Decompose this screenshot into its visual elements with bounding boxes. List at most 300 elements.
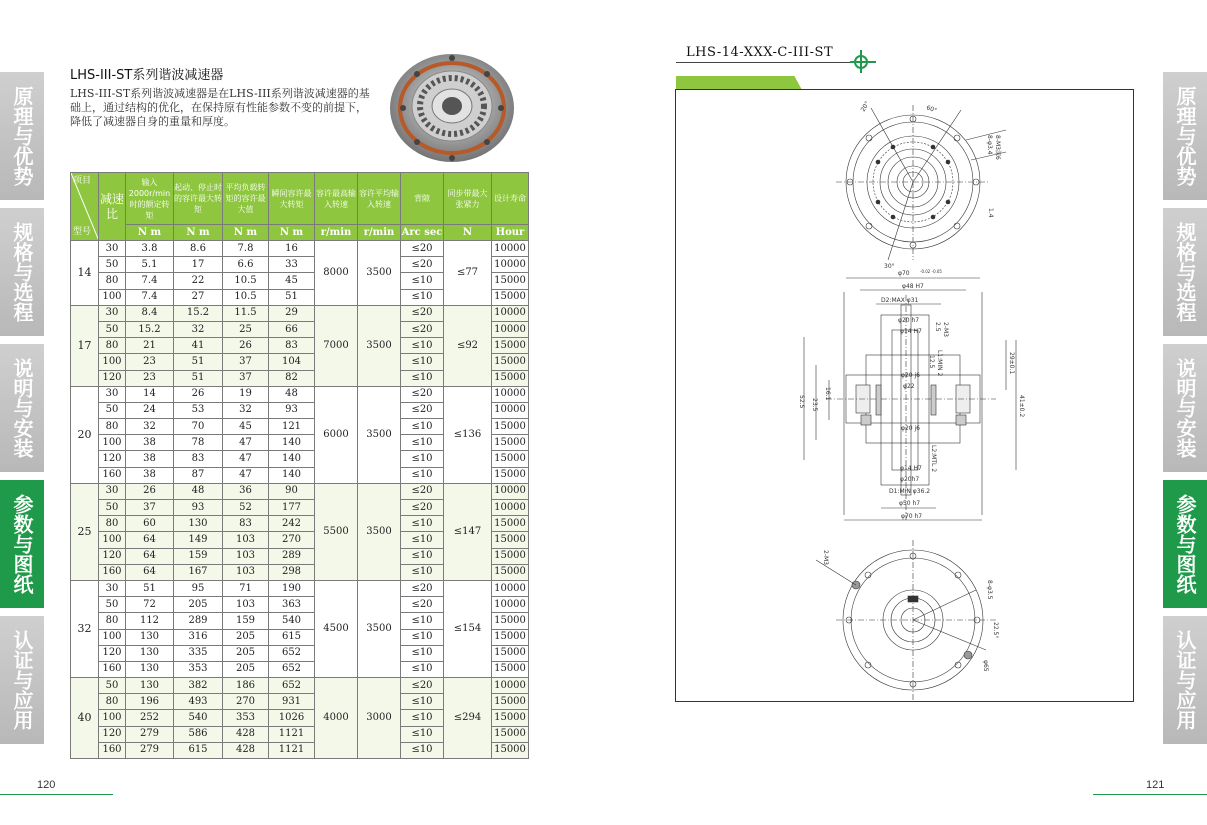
ratio-cell: 80 [99, 694, 126, 710]
unit-cell: r/min [315, 225, 358, 241]
rated-torque-cell: 24 [126, 402, 174, 418]
rated-torque-cell: 279 [126, 726, 174, 742]
avg-speed-cell: 3500 [358, 386, 401, 483]
tab-label: 说明与安装 [1173, 358, 1197, 458]
rated-torque-cell: 64 [126, 532, 174, 548]
instant-torque-cell: 45 [269, 273, 315, 289]
life-cell: 15000 [492, 467, 529, 483]
header-max-speed: 容许最高输入转速 [315, 173, 358, 225]
avg-speed-cell: 3500 [358, 241, 401, 306]
dim-label: D1:MIN φ36.2 [889, 488, 931, 495]
rated-torque-cell: 23 [126, 370, 174, 386]
ratio-cell: 160 [99, 564, 126, 580]
ratio-cell: 50 [99, 257, 126, 273]
life-cell: 15000 [492, 516, 529, 532]
rated-torque-cell: 38 [126, 451, 174, 467]
ratio-cell: 80 [99, 419, 126, 435]
life-cell: 10000 [492, 402, 529, 418]
ratio-cell: 30 [99, 580, 126, 596]
peak-torque-cell: 83 [174, 451, 223, 467]
title-underline [676, 62, 856, 63]
angle-label: 20° [859, 100, 872, 113]
rated-torque-cell: 51 [126, 580, 174, 596]
backlash-cell: ≤10 [401, 419, 444, 435]
backlash-cell: ≤20 [401, 257, 444, 273]
max-speed-cell: 6000 [315, 386, 358, 483]
avg-torque-cell: 83 [223, 516, 269, 532]
backlash-cell: ≤20 [401, 483, 444, 499]
rated-torque-cell: 32 [126, 419, 174, 435]
ratio-cell: 120 [99, 370, 126, 386]
instant-torque-cell: 177 [269, 500, 315, 516]
avg-torque-cell: 205 [223, 629, 269, 645]
rated-torque-cell: 7.4 [126, 289, 174, 305]
rated-torque-cell: 72 [126, 597, 174, 613]
avg-torque-cell: 47 [223, 467, 269, 483]
life-cell: 10000 [492, 483, 529, 499]
tab-install[interactable] [1163, 344, 1207, 472]
model-cell: 25 [71, 483, 99, 580]
peak-torque-cell: 316 [174, 629, 223, 645]
tab-label: 认证与应用 [10, 630, 34, 730]
peak-torque-cell: 78 [174, 435, 223, 451]
backlash-cell: ≤20 [401, 386, 444, 402]
tab-principle[interactable] [1163, 72, 1207, 200]
header-item: 项目 [73, 176, 92, 186]
instant-torque-cell: 270 [269, 532, 315, 548]
unit-cell: N m [223, 225, 269, 241]
life-cell: 10000 [492, 305, 529, 321]
instant-torque-cell: 242 [269, 516, 315, 532]
unit-cell: r/min [358, 225, 401, 241]
instant-torque-cell: 1121 [269, 742, 315, 758]
avg-torque-cell: 10.5 [223, 273, 269, 289]
dim-label: φ14 H7 [900, 328, 922, 335]
unit-cell: Hour [492, 225, 529, 241]
life-cell: 10000 [492, 257, 529, 273]
ratio-cell: 50 [99, 321, 126, 337]
tab-label: 规格与选程 [1173, 222, 1197, 322]
table-row [71, 386, 529, 402]
backlash-cell: ≤10 [401, 370, 444, 386]
ratio-cell: 160 [99, 661, 126, 677]
backlash-cell: ≤20 [401, 678, 444, 694]
dim-label: φ14 H7 [900, 465, 922, 472]
backlash-cell: ≤10 [401, 564, 444, 580]
backlash-cell: ≤10 [401, 726, 444, 742]
ratio-cell: 30 [99, 386, 126, 402]
peak-torque-cell: 586 [174, 726, 223, 742]
peak-torque-cell: 95 [174, 580, 223, 596]
ratio-cell: 50 [99, 500, 126, 516]
spec-table [70, 172, 529, 759]
life-cell: 15000 [492, 289, 529, 305]
backlash-cell: ≤10 [401, 338, 444, 354]
peak-torque-cell: 149 [174, 532, 223, 548]
life-cell: 15000 [492, 564, 529, 580]
green-tab-bar [676, 76, 802, 90]
dim-label: φ20h7 [900, 476, 920, 483]
backlash-cell: ≤20 [401, 305, 444, 321]
rated-torque-cell: 196 [126, 694, 174, 710]
dim-label: 52.5 [798, 395, 805, 409]
tab-label: 认证与应用 [1173, 630, 1197, 730]
header-ratchet: 同步带最大张紧力 [444, 173, 492, 225]
rated-torque-cell: 26 [126, 483, 174, 499]
ratio-cell: 120 [99, 451, 126, 467]
peak-torque-cell: 615 [174, 742, 223, 758]
technical-drawing [676, 90, 1133, 701]
dim-label: φ20 j6 [901, 372, 920, 379]
page-number-right: 121 [1146, 779, 1165, 791]
instant-torque-cell: 652 [269, 678, 315, 694]
unit-cell: N [444, 225, 492, 241]
table-row [71, 580, 529, 596]
peak-torque-cell: 26 [174, 386, 223, 402]
footer-line-left [0, 794, 113, 795]
ratio-cell: 80 [99, 273, 126, 289]
rated-torque-cell: 279 [126, 742, 174, 758]
avg-torque-cell: 428 [223, 726, 269, 742]
rated-torque-cell: 130 [126, 678, 174, 694]
life-cell: 15000 [492, 710, 529, 726]
ratio-cell: 120 [99, 548, 126, 564]
life-cell: 15000 [492, 742, 529, 758]
peak-torque-cell: 540 [174, 710, 223, 726]
header-avg-torque: 平均负载转矩的容许最大值 [223, 173, 269, 225]
backlash-cell: ≤10 [401, 516, 444, 532]
instant-torque-cell: 190 [269, 580, 315, 596]
instant-torque-cell: 363 [269, 597, 315, 613]
ratio-cell: 100 [99, 710, 126, 726]
life-cell: 10000 [492, 580, 529, 596]
ratio-cell: 100 [99, 354, 126, 370]
instant-torque-cell: 66 [269, 321, 315, 337]
backlash-cell: ≤10 [401, 613, 444, 629]
avg-torque-cell: 47 [223, 435, 269, 451]
max-speed-cell: 5500 [315, 483, 358, 580]
max-speed-cell: 4000 [315, 678, 358, 759]
rated-torque-cell: 8.4 [126, 305, 174, 321]
avg-torque-cell: 36 [223, 483, 269, 499]
rated-torque-cell: 38 [126, 467, 174, 483]
corner-header [71, 173, 99, 241]
tab-label: 原理与优势 [10, 86, 34, 186]
instant-torque-cell: 51 [269, 289, 315, 305]
avg-torque-cell: 103 [223, 597, 269, 613]
avg-torque-cell: 25 [223, 321, 269, 337]
avg-torque-cell: 205 [223, 645, 269, 661]
backlash-cell: ≤10 [401, 467, 444, 483]
instant-torque-cell: 83 [269, 338, 315, 354]
avg-torque-cell: 159 [223, 613, 269, 629]
ratio-cell: 100 [99, 532, 126, 548]
backlash-cell: ≤10 [401, 661, 444, 677]
backlash-cell: ≤20 [401, 580, 444, 596]
ratio-cell: 50 [99, 678, 126, 694]
peak-torque-cell: 32 [174, 321, 223, 337]
avg-torque-cell: 26 [223, 338, 269, 354]
avg-torque-cell: 45 [223, 419, 269, 435]
backlash-cell: ≤10 [401, 742, 444, 758]
instant-torque-cell: 121 [269, 419, 315, 435]
peak-torque-cell: 41 [174, 338, 223, 354]
tab-cert[interactable] [1163, 616, 1207, 744]
peak-torque-cell: 93 [174, 500, 223, 516]
avg-torque-cell: 37 [223, 370, 269, 386]
top-view [836, 105, 1006, 260]
peak-torque-cell: 167 [174, 564, 223, 580]
dim-label: 1.4 [987, 208, 994, 218]
peak-torque-cell: 53 [174, 402, 223, 418]
dim-label: 29±0.1 [1008, 352, 1015, 375]
tab-label: 参数与图纸 [10, 494, 34, 594]
backlash-cell: ≤10 [401, 532, 444, 548]
tolerance-label: -0.02 -0.05 [920, 269, 942, 274]
avg-torque-cell: 37 [223, 354, 269, 370]
life-cell: 10000 [492, 241, 529, 257]
instant-torque-cell: 93 [269, 402, 315, 418]
peak-torque-cell: 51 [174, 354, 223, 370]
instant-torque-cell: 140 [269, 435, 315, 451]
dim-label: 23.5 [811, 398, 818, 412]
backlash-cell: ≤10 [401, 710, 444, 726]
backlash-cell: ≤20 [401, 321, 444, 337]
rated-torque-cell: 64 [126, 548, 174, 564]
dim-label: φ65 [982, 660, 989, 672]
rated-torque-cell: 130 [126, 645, 174, 661]
avg-torque-cell: 10.5 [223, 289, 269, 305]
dim-label: L1:MIN 2 [936, 350, 943, 377]
reducer-photo [385, 46, 520, 168]
avg-torque-cell: 32 [223, 402, 269, 418]
rated-torque-cell: 252 [126, 710, 174, 726]
rated-torque-cell: 5.1 [126, 257, 174, 273]
table-row [71, 678, 529, 694]
life-cell: 10000 [492, 678, 529, 694]
tab-label: 说明与安装 [10, 358, 34, 458]
dim-label: φ50 h7 [899, 500, 921, 507]
avg-torque-cell: 6.6 [223, 257, 269, 273]
avg-torque-cell: 428 [223, 742, 269, 758]
target-mark-icon [848, 48, 878, 74]
rated-torque-cell: 15.2 [126, 321, 174, 337]
ratio-cell: 100 [99, 289, 126, 305]
backlash-cell: ≤10 [401, 629, 444, 645]
dim-label: φ22 [903, 383, 915, 390]
avg-speed-cell: 3500 [358, 305, 401, 386]
avg-torque-cell: 186 [223, 678, 269, 694]
unit-cell: Arc sec [401, 225, 444, 241]
life-cell: 15000 [492, 629, 529, 645]
peak-torque-cell: 51 [174, 370, 223, 386]
backlash-cell: ≤10 [401, 694, 444, 710]
rated-torque-cell: 37 [126, 500, 174, 516]
peak-torque-cell: 48 [174, 483, 223, 499]
dim-label: 2.5 [934, 322, 941, 332]
dim-label: φ48 H7 [902, 283, 924, 290]
ratchet-cell: ≤77 [444, 241, 492, 306]
model-cell: 14 [71, 241, 99, 306]
rated-torque-cell: 23 [126, 354, 174, 370]
header-model: 型号 [73, 227, 92, 237]
avg-torque-cell: 353 [223, 710, 269, 726]
avg-speed-cell: 3500 [358, 580, 401, 677]
avg-torque-cell: 270 [223, 694, 269, 710]
dim-label: φ70 h7 [901, 513, 923, 520]
instant-torque-cell: 104 [269, 354, 315, 370]
avg-torque-cell: 11.5 [223, 305, 269, 321]
angle-label: 60° [925, 104, 938, 115]
peak-torque-cell: 159 [174, 548, 223, 564]
life-cell: 15000 [492, 548, 529, 564]
table-row [71, 305, 529, 321]
ratio-cell: 160 [99, 742, 126, 758]
ratio-cell: 80 [99, 516, 126, 532]
rated-torque-cell: 60 [126, 516, 174, 532]
bolt-spec-label: 8-φ3.4 [986, 135, 993, 155]
max-speed-cell: 4500 [315, 580, 358, 677]
series-description: LHS-III-ST系列谐波减速器是在LHS-III系列谐波减速器的基础上，通过结构的优化，在保持原有性能参数不变的前提下，降低了减速器自身的重量和厚度。 [70, 87, 370, 128]
instant-torque-cell: 48 [269, 386, 315, 402]
backlash-cell: ≤20 [401, 500, 444, 516]
spec-table-body [71, 241, 529, 759]
model-cell: 40 [71, 678, 99, 759]
instant-torque-cell: 540 [269, 613, 315, 629]
dim-label: 16.1 [824, 387, 831, 401]
model-cell: 20 [71, 386, 99, 483]
dim-label: L2:MTL 2 [930, 445, 937, 473]
peak-torque-cell: 205 [174, 597, 223, 613]
avg-torque-cell: 205 [223, 661, 269, 677]
rated-torque-cell: 64 [126, 564, 174, 580]
ratio-cell: 30 [99, 241, 126, 257]
instant-torque-cell: 29 [269, 305, 315, 321]
tab-install[interactable] [0, 344, 44, 472]
tab-cert[interactable] [0, 616, 44, 744]
instant-torque-cell: 33 [269, 257, 315, 273]
instant-torque-cell: 1026 [269, 710, 315, 726]
ratchet-cell: ≤147 [444, 483, 492, 580]
instant-torque-cell: 298 [269, 564, 315, 580]
dim-label: 12.5 [928, 355, 935, 369]
ratio-cell: 80 [99, 613, 126, 629]
life-cell: 15000 [492, 370, 529, 386]
tab-label: 原理与优势 [1173, 86, 1197, 186]
instant-torque-cell: 652 [269, 645, 315, 661]
peak-torque-cell: 382 [174, 678, 223, 694]
instant-torque-cell: 16 [269, 241, 315, 257]
header-instant-torque: 瞬间容许最大转矩 [269, 173, 315, 225]
footer-line-right [1093, 794, 1207, 795]
page-title: LHS-III-ST系列谐波减速器 [70, 68, 224, 83]
backlash-cell: ≤10 [401, 273, 444, 289]
header-life: 设计寿命 [492, 173, 529, 225]
avg-torque-cell: 103 [223, 564, 269, 580]
ratchet-cell: ≤136 [444, 386, 492, 483]
header-rated-torque: 输入2000r/min时的额定转矩 [126, 173, 174, 225]
life-cell: 15000 [492, 726, 529, 742]
tab-spec[interactable] [0, 208, 44, 336]
header-backlash: 背隙 [401, 173, 444, 225]
backlash-cell: ≤20 [401, 241, 444, 257]
peak-torque-cell: 335 [174, 645, 223, 661]
peak-torque-cell: 22 [174, 273, 223, 289]
ratio-cell: 120 [99, 645, 126, 661]
model-cell: 17 [71, 305, 99, 386]
life-cell: 10000 [492, 321, 529, 337]
ratio-cell: 160 [99, 467, 126, 483]
peak-torque-cell: 353 [174, 661, 223, 677]
peak-torque-cell: 27 [174, 289, 223, 305]
peak-torque-cell: 493 [174, 694, 223, 710]
ratio-cell: 50 [99, 597, 126, 613]
table-row [71, 241, 529, 257]
rated-torque-cell: 130 [126, 629, 174, 645]
ratio-cell: 30 [99, 483, 126, 499]
backlash-cell: ≤10 [401, 645, 444, 661]
life-cell: 10000 [492, 597, 529, 613]
table-row [71, 483, 529, 499]
avg-torque-cell: 47 [223, 451, 269, 467]
backlash-cell: ≤10 [401, 354, 444, 370]
ratio-cell: 100 [99, 435, 126, 451]
avg-torque-cell: 19 [223, 386, 269, 402]
dim-label: 2-M3 [942, 322, 949, 337]
life-cell: 15000 [492, 661, 529, 677]
rated-torque-cell: 130 [126, 661, 174, 677]
tab-params[interactable] [1163, 480, 1207, 608]
dim-label: φ20 j6 [901, 425, 920, 432]
thread-spec-label: 8-M3深6 [994, 135, 1001, 160]
dim-label: φ70 [898, 270, 910, 277]
life-cell: 15000 [492, 354, 529, 370]
tab-principle[interactable] [0, 72, 44, 200]
rated-torque-cell: 112 [126, 613, 174, 629]
tab-spec[interactable] [1163, 208, 1207, 336]
backlash-cell: ≤20 [401, 597, 444, 613]
life-cell: 10000 [492, 500, 529, 516]
backlash-cell: ≤10 [401, 289, 444, 305]
life-cell: 15000 [492, 338, 529, 354]
instant-torque-cell: 140 [269, 451, 315, 467]
bolt-spec-label: 8-φ3.5 [986, 580, 993, 600]
page-number-left: 120 [37, 779, 56, 791]
ratchet-cell: ≤294 [444, 678, 492, 759]
max-speed-cell: 7000 [315, 305, 358, 386]
life-cell: 15000 [492, 435, 529, 451]
unit-cell: N m [126, 225, 174, 241]
tab-label: 规格与选程 [10, 222, 34, 322]
tab-label: 参数与图纸 [1173, 494, 1197, 594]
ratio-cell: 120 [99, 726, 126, 742]
header-peak-torque: 起动、停止时的容许最大转矩 [174, 173, 223, 225]
rated-torque-cell: 7.4 [126, 273, 174, 289]
tab-params[interactable] [0, 480, 44, 608]
backlash-cell: ≤10 [401, 548, 444, 564]
avg-torque-cell: 71 [223, 580, 269, 596]
peak-torque-cell: 130 [174, 516, 223, 532]
instant-torque-cell: 615 [269, 629, 315, 645]
dim-label: D2:MAX φ31 [881, 297, 919, 304]
avg-speed-cell: 3000 [358, 678, 401, 759]
model-title: LHS-14-XXX-C-III-ST [686, 45, 834, 60]
ratchet-cell: ≤92 [444, 305, 492, 386]
instant-torque-cell: 289 [269, 548, 315, 564]
max-speed-cell: 8000 [315, 241, 358, 306]
life-cell: 15000 [492, 694, 529, 710]
life-cell: 15000 [492, 273, 529, 289]
